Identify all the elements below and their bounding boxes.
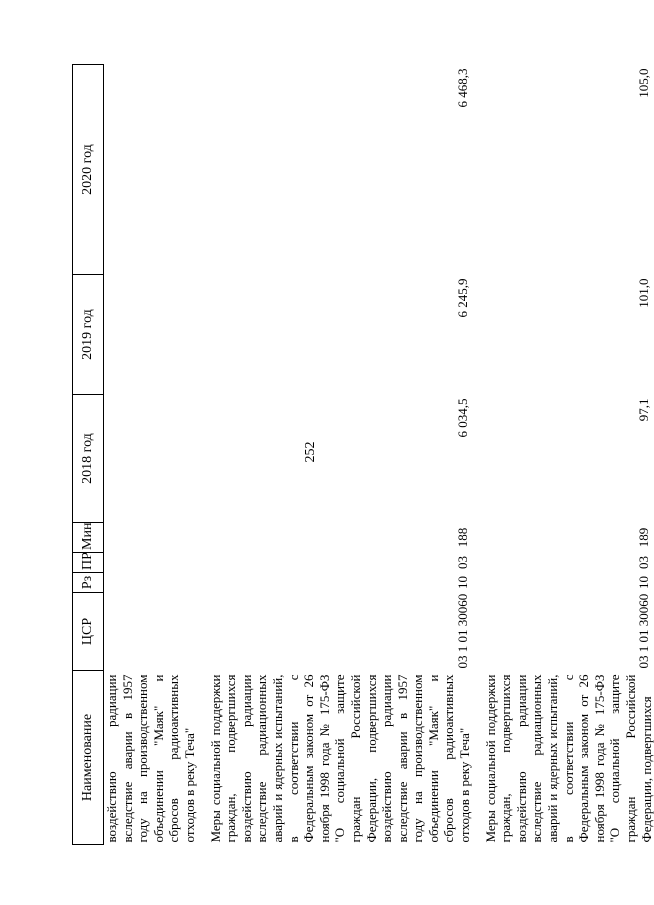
- row-2018: 6 034,5: [454, 398, 470, 438]
- header-pr: ПР: [73, 553, 104, 573]
- row-name: Меры социальной поддержки граждан, подвергшихся воздействию радиации вследствие радиационных аварий и ядерных испытаний, в соответствии с Федеральным законом от 26 ноября 1998 года № 175-ФЗ "О социальной защите граждан Российской Федерации, подвергшихся воздействию радиации вследствие аварии в 1957 году на производственном объединении "Маяк" и сбросов радиоактивных отходов в реку Теча": [207, 674, 473, 843]
- rotated-page-content: [72, 65, 654, 845]
- row-name: Меры социальной поддержки граждан, подвергшихся воздействию радиации вследствие радиационных аварий и ядерных испытаний, в соответствии с Федеральным законом от 26 ноября 1998 года № 175-ФЗ "О социальной защите граждан Российской Федерации, подвергшихся: [482, 674, 654, 843]
- row-rz: 10: [636, 576, 652, 589]
- header-csr: ЦСР: [73, 593, 104, 671]
- row-2019: [104, 275, 198, 395]
- row-min: 189: [636, 527, 652, 548]
- page-number: 252: [303, 441, 318, 463]
- row-2020: [104, 65, 198, 275]
- row-csr: [104, 593, 198, 671]
- table-row: [208, 65, 473, 845]
- row-pr: 03: [636, 556, 652, 569]
- table-row: [483, 65, 654, 845]
- row-name: воздействию радиации вследствие аварии в 1957 году на производственном объединении "Маяк" и сбросов радиоактивных отходов в реку Теча": [104, 674, 197, 843]
- row-2020: 105,0: [636, 68, 652, 98]
- header-rz: Рз: [73, 573, 104, 593]
- row-min: 188: [454, 527, 470, 548]
- row-rz: 10: [454, 576, 470, 589]
- row-csr: 03 1 01 30060: [636, 593, 652, 669]
- row-csr: 03 1 01 30060: [454, 593, 470, 669]
- row-2019: 6 245,9: [454, 278, 470, 318]
- budget-table: [72, 64, 654, 845]
- row-2019: 101,0: [636, 278, 652, 308]
- header-2020: 2020 год: [73, 65, 104, 275]
- row-pr: 03: [454, 556, 470, 569]
- header-2019: 2019 год: [73, 275, 104, 395]
- row-2018: [104, 395, 198, 523]
- header-min: Мин: [73, 523, 104, 553]
- row-rz: [104, 573, 198, 593]
- row-2018: 97,1: [636, 398, 652, 422]
- header-2018: 2018 год: [73, 395, 104, 523]
- table-row: [104, 65, 198, 845]
- row-2020: 6 468,3: [454, 68, 470, 108]
- row-min: [104, 523, 198, 553]
- header-name: Наименование: [73, 671, 104, 845]
- row-pr: [104, 553, 198, 573]
- table-header-row: [73, 65, 104, 845]
